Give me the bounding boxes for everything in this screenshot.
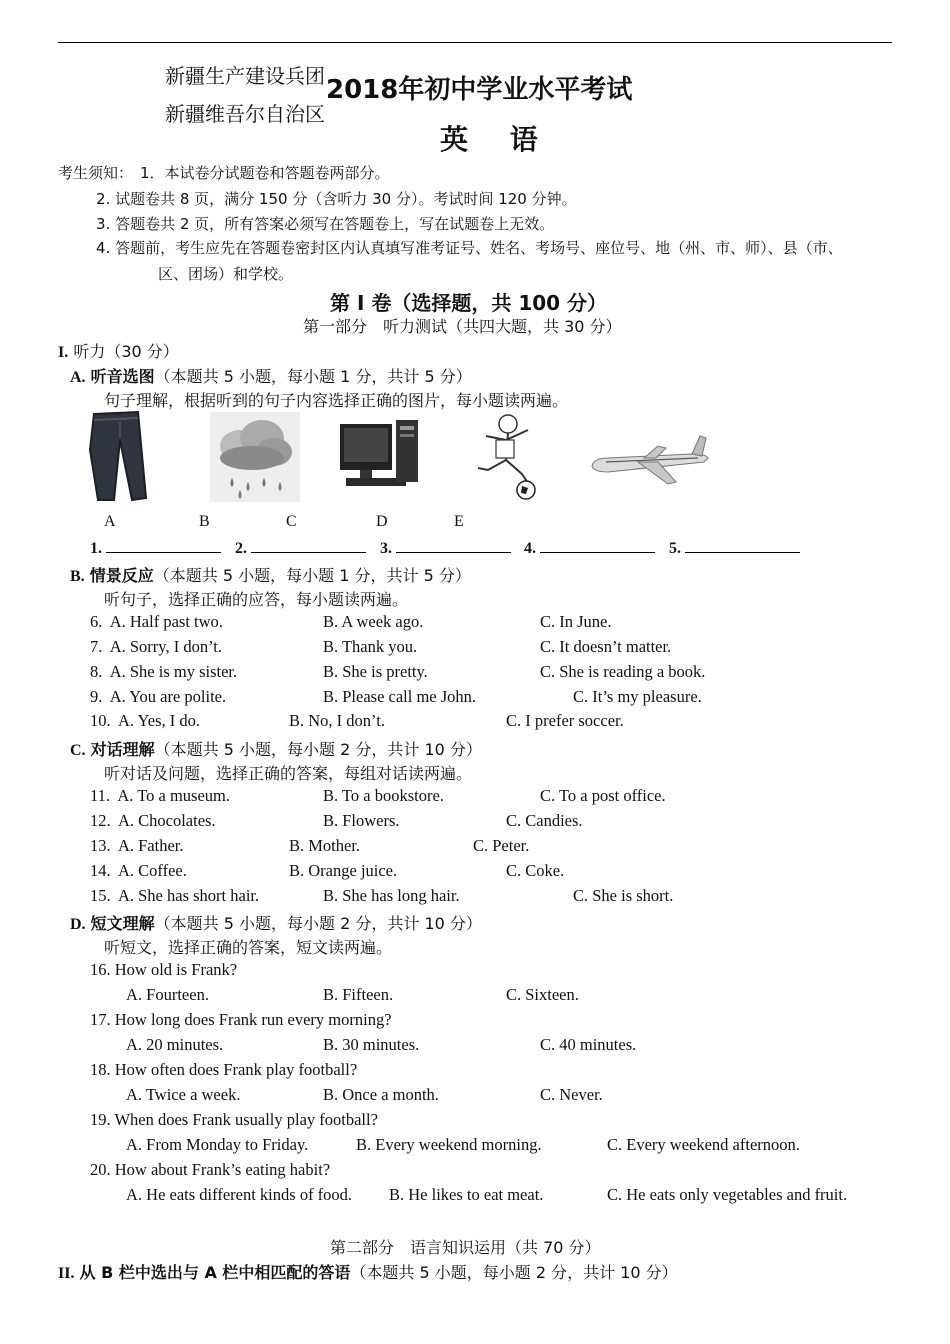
volume-title: 第 I 卷（选择题，共 100 分） — [330, 291, 608, 315]
question-12-option-c: C. Candies. — [506, 811, 583, 830]
question-10 — [90, 711, 200, 731]
section-c-heading — [70, 737, 482, 760]
section-d-desc: （本题共 5 小题，每小题 2 分，共计 10 分） — [154, 914, 482, 933]
question-17-option-b: B. 30 minutes. — [323, 1035, 420, 1054]
section-a-letter: A. — [70, 369, 86, 386]
question-9-option-c: C. It’s my pleasure. — [573, 687, 702, 706]
question-9-option-b: B. Please call me John. — [323, 687, 477, 706]
question-6 — [90, 612, 223, 632]
section-b-letter: B. — [70, 568, 85, 585]
question-16: 16. How old is Frank? — [90, 960, 238, 979]
question-15-option-c: C. She is short. — [573, 886, 674, 905]
question-12-option-b: B. Flowers. — [323, 811, 400, 830]
option-a: A. Chocolates. — [117, 811, 216, 830]
section-c-name: 对话理解 — [90, 740, 155, 759]
option-a: A. Sorry, I don’t. — [109, 637, 223, 656]
question-11-option-c: C. To a post office. — [540, 786, 666, 805]
question-number: 9. — [90, 687, 103, 706]
question-14 — [90, 861, 187, 881]
answer-blank-label: 3. — [380, 540, 392, 557]
answer-blank-label: 1. — [90, 540, 102, 557]
question-number: 14. — [90, 861, 111, 880]
question-17-option-c: C. 40 minutes. — [540, 1035, 637, 1054]
question-number: 8. — [90, 662, 103, 681]
question-6-option-c: C. In June. — [540, 612, 612, 631]
section-b-name: 情景反应 — [89, 566, 154, 585]
question-8-option-b: B. She is pretty. — [323, 662, 428, 681]
notice-item-1: 1．本试卷分试题卷和答题卷两部分。 — [140, 164, 390, 182]
part2-title: 第二部分 语言知识运用（共 70 分） — [330, 1238, 601, 1257]
question-number: 15. — [90, 886, 111, 905]
question-18-option-a: A. Twice a week. — [126, 1085, 241, 1104]
question-18-option-c: C. Never. — [540, 1085, 603, 1104]
question-16-option-c: C. Sixteen. — [506, 985, 579, 1004]
section-a-name: 听音选图 — [90, 367, 155, 386]
section-c-instruction: 听对话及问题，选择正确的答案，每组对话读两遍。 — [104, 764, 473, 783]
question-16-option-b: B. Fifteen. — [323, 985, 394, 1004]
jeans-icon — [80, 410, 164, 502]
question-number: 13. — [90, 836, 111, 855]
section-i-heading — [58, 339, 179, 362]
computer-icon — [338, 414, 442, 500]
question-14-option-c: C. Coke. — [506, 861, 565, 880]
question-15-option-b: B. She has long hair. — [323, 886, 460, 905]
section-ii-roman: II. — [58, 1265, 75, 1282]
question-10-option-b: B. No, I don’t. — [289, 711, 385, 730]
option-a: A. Yes, I do. — [117, 711, 201, 730]
picture-label-a: A — [104, 513, 116, 530]
question-number: 11. — [90, 786, 111, 805]
question-11-option-b: B. To a bookstore. — [323, 786, 444, 805]
question-6-option-b: B. A week ago. — [323, 612, 424, 631]
question-13 — [90, 836, 184, 856]
question-20-option-b: B. He likes to eat meat. — [389, 1185, 544, 1204]
question-number: 6. — [90, 612, 103, 631]
section-d-heading — [70, 911, 482, 934]
section-a-instruction: 句子理解，根据听到的句子内容选择正确的图片，每小题读两遍。 — [104, 391, 569, 410]
question-19-option-c: C. Every weekend afternoon. — [607, 1135, 800, 1154]
answer-blank-4 — [524, 538, 655, 558]
section-ii-desc: （本题共 5 小题，每小题 2 分，共计 10 分） — [350, 1263, 678, 1282]
section-a-desc: （本题共 5 小题，每小题 1 分，共计 5 分） — [154, 367, 472, 386]
subject-title: 英 语 — [440, 123, 554, 156]
section-ii-title: 从 B 栏中选出与 A 栏中相匹配的答语 — [79, 1263, 351, 1282]
question-20: 20. How about Frank’s eating habit? — [90, 1160, 331, 1179]
soccer-player-icon — [466, 410, 556, 502]
question-14-option-b: B. Orange juice. — [289, 861, 398, 880]
question-number: 7. — [90, 637, 103, 656]
question-20-option-c: C. He eats only vegetables and fruit. — [607, 1185, 848, 1204]
question-7-option-b: B. Thank you. — [323, 637, 418, 656]
notice-item-3: 3. 答题卷共 2 页，所有答案必须写在答题卷上，写在试题卷上无效。 — [96, 215, 555, 233]
question-number: 10. — [90, 711, 111, 730]
question-20-option-a: A. He eats different kinds of food. — [126, 1185, 353, 1204]
question-12 — [90, 811, 216, 831]
section-b-heading — [70, 563, 471, 586]
answer-blank-3 — [380, 538, 511, 558]
question-19-option-a: A. From Monday to Friday. — [126, 1135, 309, 1154]
option-a: A. Half past two. — [109, 612, 223, 631]
option-a: A. She has short hair. — [117, 886, 260, 905]
section-i-roman: I. — [58, 344, 69, 361]
question-11 — [90, 786, 230, 806]
answer-blank-1 — [90, 538, 221, 558]
notice-item-2: 2. 试题卷共 8 页，满分 150 分（含听力 30 分）。考试时间 120 分钟。 — [96, 190, 577, 208]
option-a: A. Father. — [117, 836, 184, 855]
option-a: A. You are polite. — [109, 687, 227, 706]
section-d-instruction: 听短文，选择正确的答案，短文读两遍。 — [104, 938, 393, 957]
question-10-option-c: C. I prefer soccer. — [506, 711, 624, 730]
option-a: A. Coffee. — [117, 861, 187, 880]
question-16-option-a: A. Fourteen. — [126, 985, 209, 1004]
question-13-option-b: B. Mother. — [289, 836, 361, 855]
question-8 — [90, 662, 237, 682]
question-13-option-c: C. Peter. — [473, 836, 530, 855]
question-number: 12. — [90, 811, 111, 830]
section-c-desc: （本题共 5 小题，每小题 2 分，共计 10 分） — [154, 740, 482, 759]
picture-label-b: B — [199, 513, 210, 530]
answer-blank-5 — [669, 538, 800, 558]
question-9 — [90, 687, 226, 707]
answer-blank-label: 2. — [235, 540, 247, 557]
picture-label-c: C — [286, 513, 297, 530]
question-7 — [90, 637, 222, 657]
top-rule — [58, 42, 892, 43]
section-i-title: 听力（30 分） — [73, 342, 179, 361]
airplane-icon — [588, 432, 712, 494]
question-7-option-c: C. It doesn’t matter. — [540, 637, 672, 656]
section-a-heading — [70, 364, 472, 387]
exam-title: 2018年初中学业水平考试 — [326, 75, 633, 105]
picture-label-e: E — [454, 513, 464, 530]
rain-cloud-icon — [210, 412, 300, 502]
question-19: 19. When does Frank usually play football? — [90, 1110, 378, 1129]
picture-label-d: D — [376, 513, 388, 530]
option-a: A. She is my sister. — [109, 662, 238, 681]
question-17-option-a: A. 20 minutes. — [126, 1035, 224, 1054]
question-19-option-b: B. Every weekend morning. — [356, 1135, 542, 1154]
issuer-line-2: 新疆维吾尔自治区 — [165, 102, 325, 126]
issuer-line-1: 新疆生产建设兵团 — [165, 64, 325, 88]
question-17: 17. How long does Frank run every morning? — [90, 1010, 392, 1029]
notice-item-4: 4. 答题前，考生应先在答题卷密封区内认真填写准考证号、姓名、考场号、座位号、地（州、市、师）、县（市、 — [96, 239, 843, 257]
question-15 — [90, 886, 259, 906]
section-c-letter: C. — [70, 742, 86, 759]
section-b-instruction: 听句子，选择正确的应答，每小题读两遍。 — [104, 590, 409, 609]
answer-blank-label: 4. — [524, 540, 536, 557]
notice-label: 考生须知： — [58, 164, 134, 182]
section-ii-heading — [58, 1260, 678, 1283]
notice-item-4-cont: 区、团场）和学校。 — [158, 265, 294, 283]
section-b-desc: （本题共 5 小题，每小题 1 分，共计 5 分） — [153, 566, 471, 585]
section-d-name: 短文理解 — [90, 914, 155, 933]
answer-blank-2 — [235, 538, 366, 558]
question-8-option-c: C. She is reading a book. — [540, 662, 706, 681]
question-18-option-b: B. Once a month. — [323, 1085, 439, 1104]
option-a: A. To a museum. — [117, 786, 231, 805]
part1-title: 第一部分 听力测试（共四大题，共 30 分） — [303, 317, 622, 336]
answer-blank-label: 5. — [669, 540, 681, 557]
question-18: 18. How often does Frank play football? — [90, 1060, 358, 1079]
section-d-letter: D. — [70, 916, 86, 933]
